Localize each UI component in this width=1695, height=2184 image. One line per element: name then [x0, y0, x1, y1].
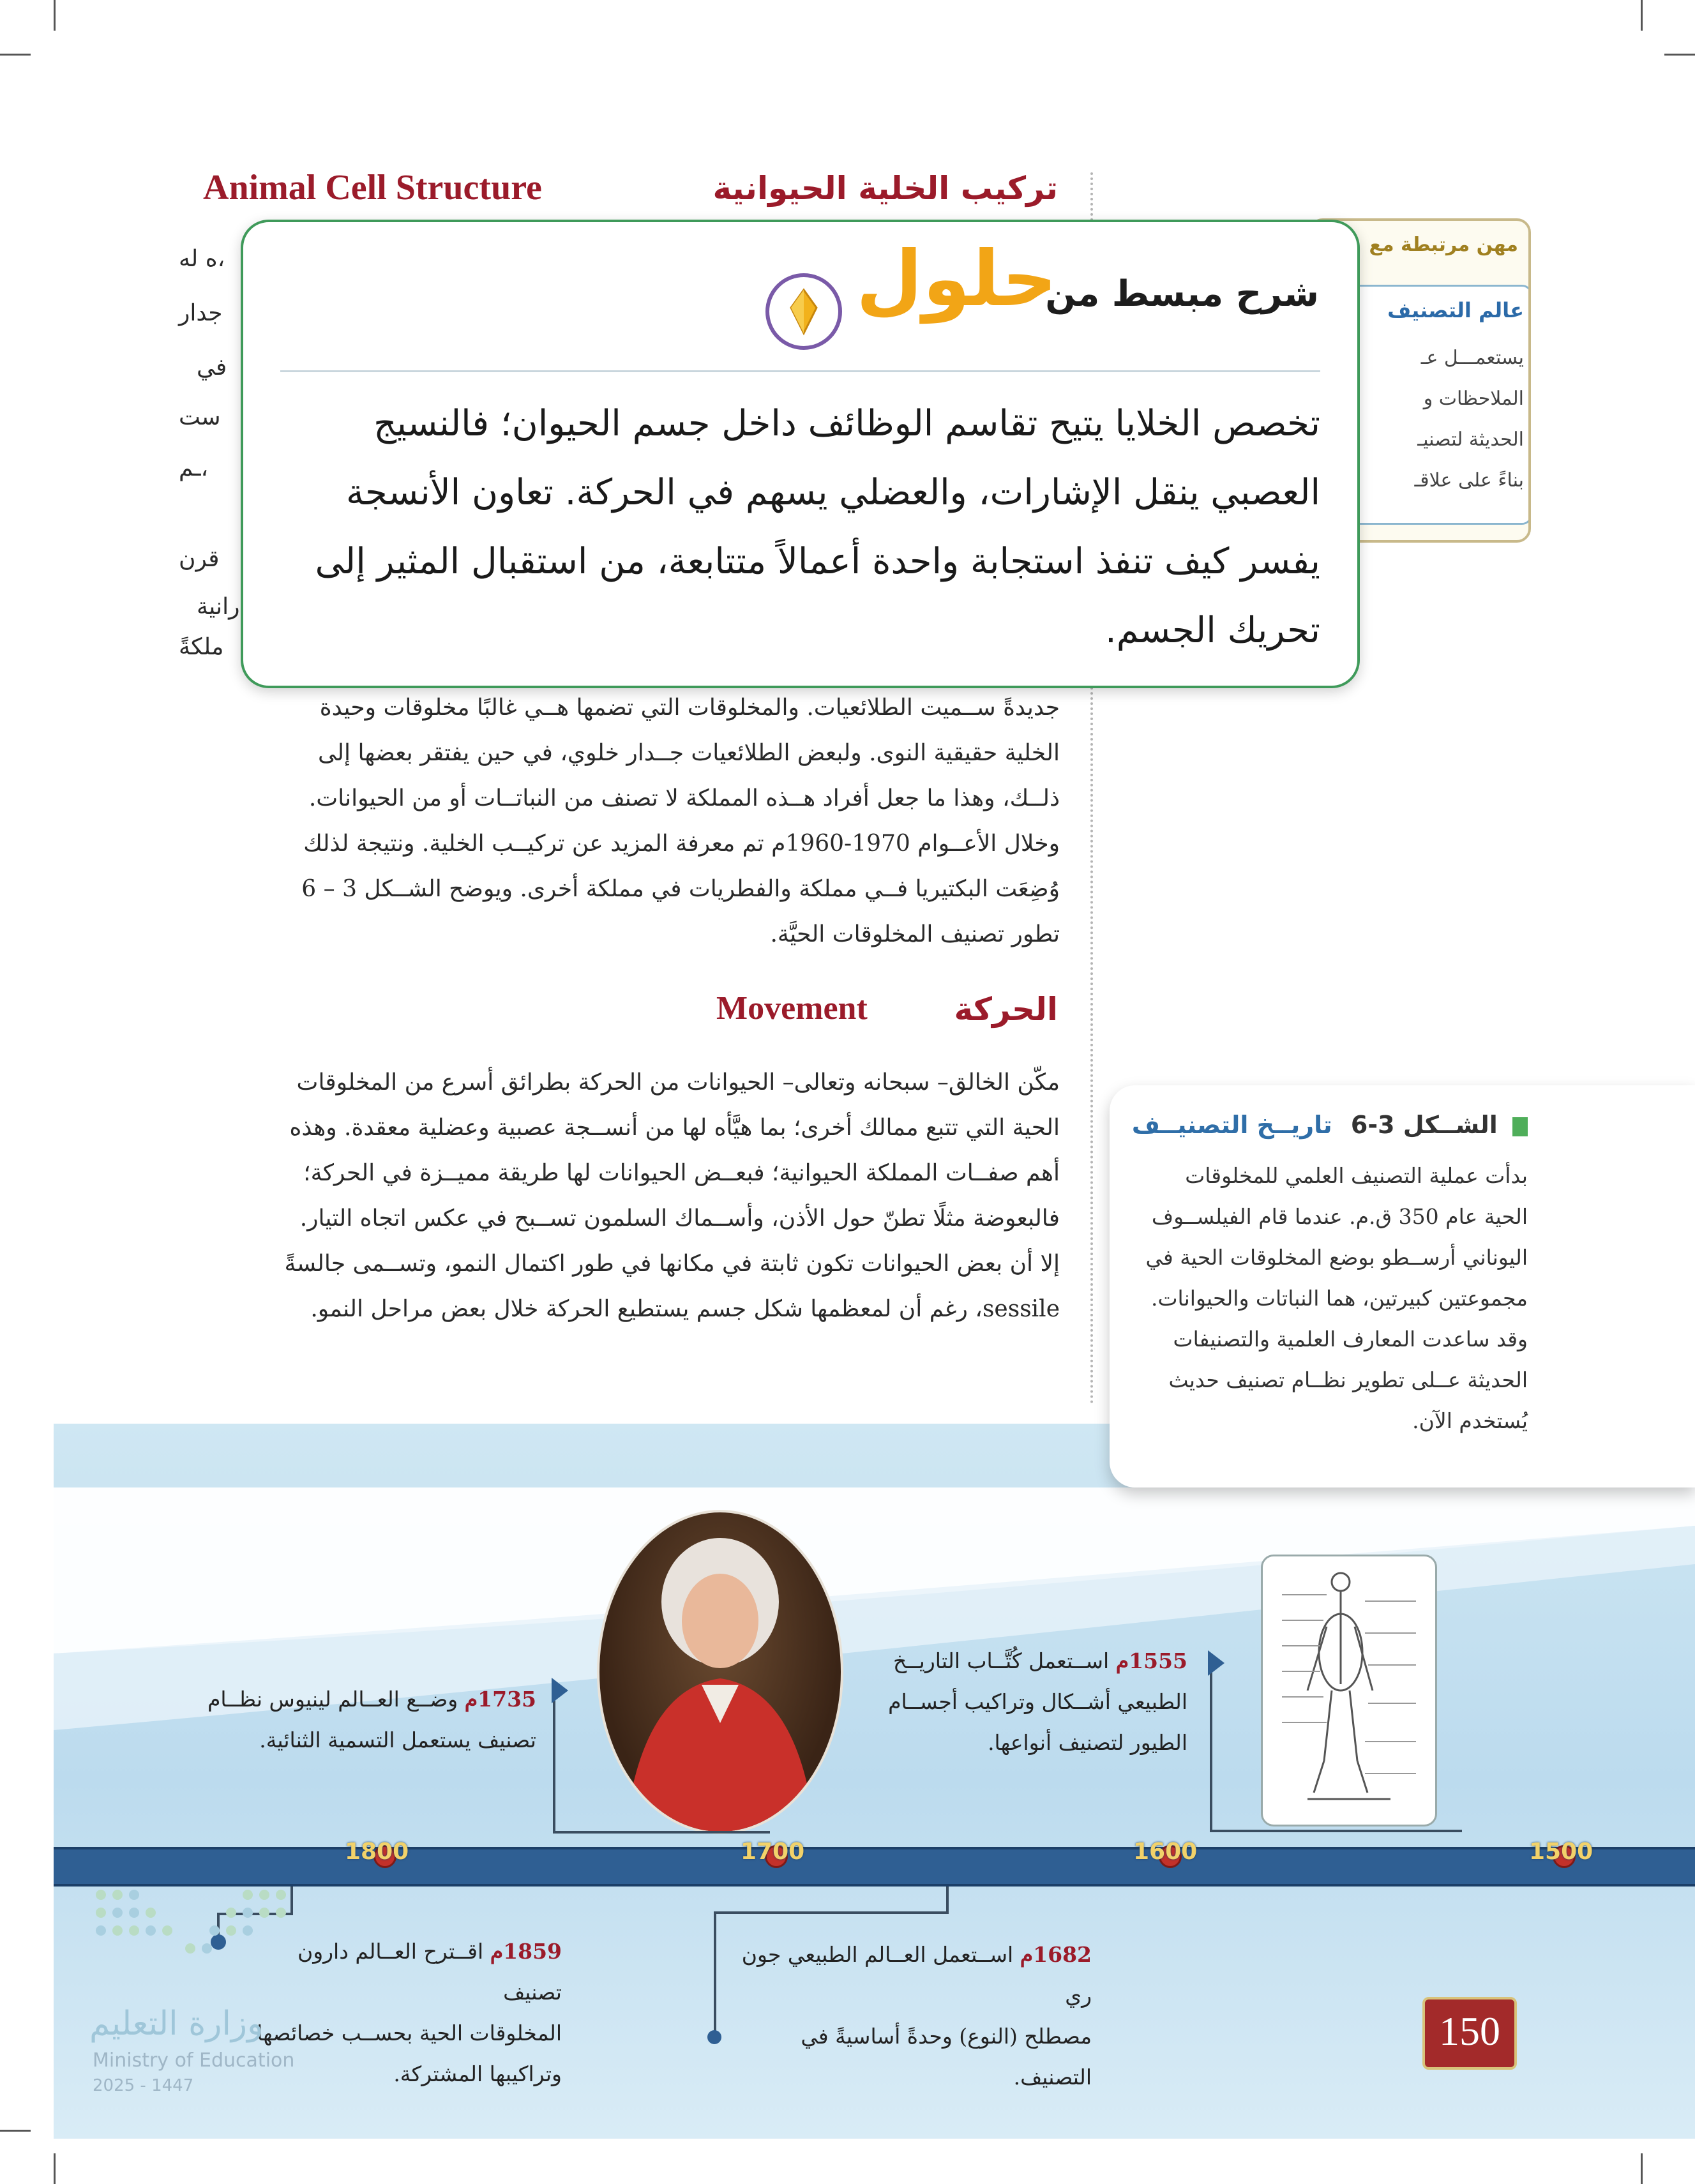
figure-caption-line: وقد ساعدت المعارف العلمية والتصنيفات — [1173, 1327, 1528, 1352]
page-number: 150 — [1422, 1997, 1517, 2070]
ministry-name-en: Ministry of Education — [93, 2049, 295, 2072]
section-title-en: Animal Cell Structure — [203, 168, 542, 207]
hulul-logo-text: حلول — [856, 235, 1057, 324]
crop-mark — [54, 2153, 56, 2184]
popup-body: تخصص الخلايا يتيح تقاسم الوظائف داخل جسم الحيوان؛ فالنسيج العصبي ينقل الإشارات، والعضلي يسهم في الحركة. تعاون الأنسجة يفسر كيف تنفذ استجابة واحدة أعمالاً متتابعة، من استقبال المثير إلى تحريك الجسم. — [315, 403, 1320, 651]
pointer-icon — [1208, 1650, 1224, 1676]
figure-caption-line: يُستخدم الآن. — [1412, 1408, 1528, 1433]
paragraph-line: مكّن الخالق– سبحانه وتعالى– الحيوانات من الحركة بطرائق أسرع من المخلوقات — [296, 1069, 1060, 1096]
popup-separator — [280, 370, 1320, 372]
figure-marker — [1512, 1117, 1528, 1136]
ministry-year: 2025 - 1447 — [93, 2076, 194, 2095]
paragraph-line: فالبعوضة مثلًا تطنّ حول الأذن، وأســماك السلمون تســبح في عكس اتجاه التيار. — [299, 1205, 1060, 1231]
partial-line: رانية — [197, 594, 240, 620]
hulul-logo-icon — [765, 273, 842, 350]
paragraph-line: وخلال الأعــوام 1970-1960م تم معرفة المزيد عن تركيــب الخلية. ونتيجة لذلك — [303, 831, 1060, 857]
event-year: 1735م — [464, 1687, 536, 1712]
event-year: 1859م — [490, 1939, 562, 1964]
timeline-event-1735: 1735م وضــع العــالم لينيوس نظــام تصنيف يستعمل التسمية الثنائية. — [207, 1687, 536, 1752]
figure-caption-line: الحديثة عــلى تطوير نظــام تصنيف حديث — [1168, 1367, 1528, 1392]
section-title-ar: تركيب الخلية الحيوانية — [712, 170, 1058, 207]
figure-caption-line: مجموعتين كبيرتين، هما النباتات والحيوانات. — [1150, 1286, 1528, 1311]
timeline-event-1682: 1682م اســتعمل العــالم الطبيعي جون ري مصطلح (النوع) وحدةً أساسيةً في التصنيف. — [741, 1942, 1092, 2090]
tick-label: 1700 — [741, 1839, 805, 1865]
careers-line: بناءً على علاقـ — [1414, 469, 1524, 492]
simplified-explanation-popup[interactable] — [241, 220, 1360, 688]
crop-mark — [1664, 54, 1695, 56]
timeline-event-1859: 1859م اقــترح العــالم دارون تصنيف المخلوقات الحية بحســب خصائصها وتراكيبها المشتركة. — [257, 1939, 562, 2086]
careers-box-lines — [1415, 338, 1525, 501]
careers-line: الملاحظات و — [1423, 388, 1524, 410]
paragraph-line: جديدةً ســميت الطلائعيات. والمخلوقات التي تضمها هــي غالبًا مخلوقات وحيدة — [319, 695, 1060, 721]
tick-label: 1600 — [1133, 1839, 1198, 1865]
paragraph-movement — [192, 1060, 1060, 1332]
figure-label: الشــكل 3-6 — [1350, 1111, 1498, 1139]
linnaeus-portrait — [597, 1510, 843, 1834]
crop-mark — [1641, 0, 1643, 31]
figure-caption-line: اليوناني أرســطو بوضع المخلوقات الحية في — [1145, 1245, 1528, 1270]
figure-caption-line: بدأت عملية التصنيف العلمي للمخلوقات — [1185, 1163, 1528, 1188]
partial-line: ملكةً — [179, 634, 224, 660]
crop-mark — [0, 2130, 31, 2132]
partial-line: جدار — [179, 300, 223, 326]
pointer-icon — [552, 1678, 568, 1703]
partial-line: ست — [179, 404, 221, 430]
movement-title-ar: الحركة — [954, 991, 1058, 1028]
popup-title: شرح مبسط من — [1045, 273, 1319, 315]
timeline-axis — [54, 1847, 1695, 1887]
crop-mark — [54, 0, 56, 31]
paragraph-classification — [192, 685, 1060, 957]
paragraph-line: إلا أن بعض الحيوانات تكون ثابتة في مكانها في طور اكتمال النمو، وتســمى جالسةً — [284, 1251, 1060, 1277]
careers-box-subtitle: عالم التصنيف — [1387, 298, 1524, 322]
paragraph-line: وُضِعَت البكتيريا فــي مملكة والفطريات في مملكة أخرى. ويوضح الشــكل 3 – 6 — [301, 876, 1060, 902]
figure-caption-title — [1132, 1111, 1528, 1139]
timeline-event-1555: 1555م اســتعمل كُتَّــاب التاريــخ الطبيعي أشــكال وتراكيب أجســام الطيور لتصنيف أنواعها. — [888, 1648, 1187, 1755]
partial-line: ـم، — [179, 455, 209, 481]
figure-caption-line: الحية عام 350 ق.م. عندما قام الفيلســوف — [1151, 1204, 1528, 1229]
paragraph-line: أهم صفــات المملكة الحيوانية؛ فبعــض الحيوانات لها طريقة مميــزة في الحركة؛ — [303, 1160, 1060, 1186]
movement-title-en: Movement — [716, 990, 868, 1027]
figure-caption-box — [1110, 1085, 1695, 1487]
bird-skeleton-illustration — [1261, 1555, 1437, 1826]
partial-line: قرن — [179, 546, 220, 572]
partial-line: في — [197, 354, 227, 380]
crop-mark — [1641, 2153, 1643, 2184]
paragraph-line: sessile، رغم أن لمعظمها شكل جسم يستطيع الحركة خلال بعض مراحل النمو. — [310, 1296, 1060, 1322]
event-year: 1555م — [1115, 1648, 1187, 1673]
paragraph-line: الحية التي تتبع ممالك أخرى؛ بما هيَّأه لها من أنســجة عصبية وعضلية معقدة. وهذه — [289, 1115, 1060, 1141]
partial-line: ه له، — [179, 246, 225, 272]
careers-line: الحديثة لتصنيـ — [1417, 428, 1524, 451]
paragraph-line: ذلــك، وهذا ما جعل أفراد هــذه المملكة لا تصنف من النباتــات أو من الحيوانات. — [308, 785, 1060, 811]
paragraph-line: تطور تصنيف المخلوقات الحيَّة. — [770, 921, 1060, 947]
crop-mark — [0, 54, 31, 56]
careers-box-title: مهن مرتبطة مع — [1369, 234, 1518, 256]
figure-caption-text — [1145, 1156, 1528, 1442]
tick-label: 1500 — [1529, 1839, 1593, 1865]
careers-box-inner — [1330, 285, 1531, 525]
tick-label: 1800 — [345, 1839, 409, 1865]
event-year: 1682م — [1020, 1942, 1092, 1967]
paragraph-line: الخلية حقيقية النوى. ولبعض الطلائعيات جــدار خلوي، في حين يفتقر بعضها إلى — [318, 740, 1060, 766]
figure-title: تاريــخ التصنيــف — [1131, 1111, 1332, 1139]
ministry-name-ar: وزارة التعليم — [89, 2005, 264, 2043]
careers-line: يستعمـــل عـ — [1420, 347, 1524, 369]
